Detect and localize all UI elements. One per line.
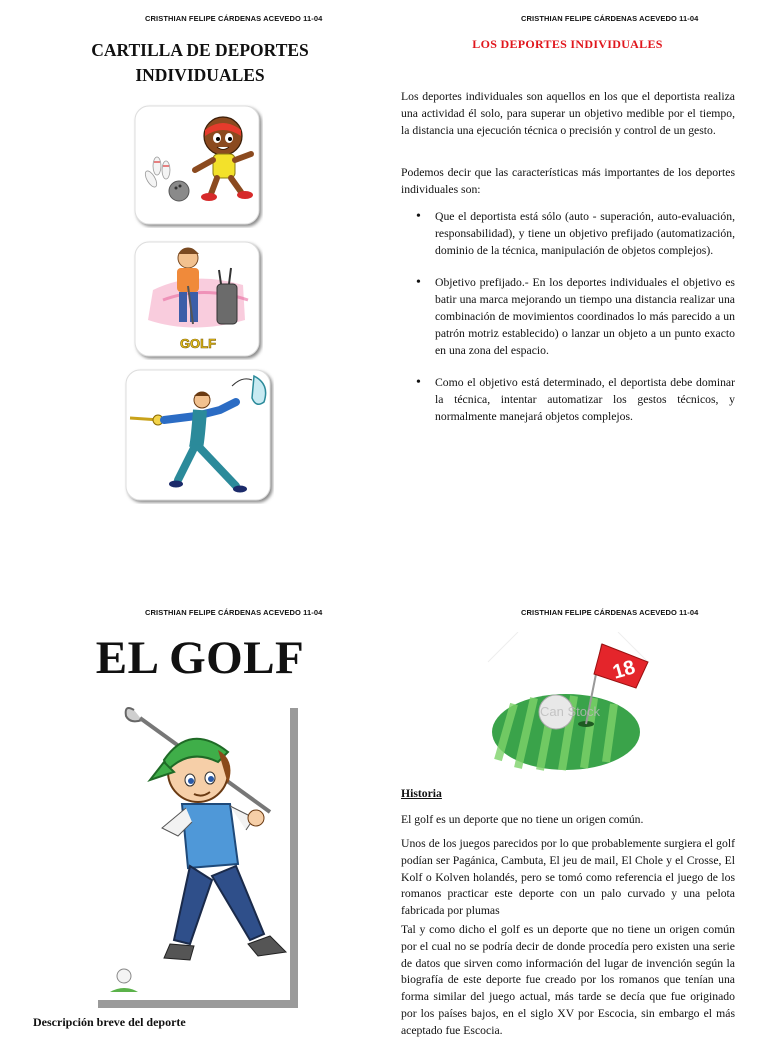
page1-title bbox=[60, 38, 340, 88]
fencing-illustration bbox=[124, 368, 274, 504]
page1-title-line2: INDIVIDUALES bbox=[135, 65, 265, 85]
golfer-illustration bbox=[90, 700, 302, 1012]
page4-header: CRISTHIAN FELIPE CÁRDENAS ACEVEDO 11-04 bbox=[521, 608, 699, 617]
watermark-text: Can Stock bbox=[540, 704, 600, 719]
flag-number: 18 bbox=[610, 656, 638, 684]
intro-paragraph: Los deportes individuales son aquellos en los que el deportista realiza una actividad él solo, para superar un objetivo medible por el tiempo, la distancia una ejecución técnica o precisión y control de un gesto. bbox=[401, 90, 735, 137]
history-heading: Historia bbox=[401, 787, 442, 800]
page1-header: CRISTHIAN FELIPE CÁRDENAS ACEVEDO 11-04 bbox=[145, 14, 323, 23]
golf-kid-illustration bbox=[133, 240, 263, 360]
page2-title: LOS DEPORTES INDIVIDUALES bbox=[472, 37, 663, 51]
list-item: • Que el deportista está sólo (auto - superación, auto-evaluación, responsabilidad), y tiene un objetivo prefijado (automatización, dominio de la técnica, manipulación de objetos complejos). bbox=[401, 209, 735, 259]
page1-title-line1: CARTILLA DE DEPORTES bbox=[91, 40, 309, 60]
bowling-illustration bbox=[133, 104, 263, 228]
characteristics-list bbox=[401, 209, 735, 426]
page3-header: CRISTHIAN FELIPE CÁRDENAS ACEVEDO 11-04 bbox=[145, 608, 323, 617]
list-item: • Objetivo prefijado.- En los deportes individuales el objetivo es batir una marca mejorando un tiempo una distancia realizar una combinación de movimientos coordinados lo más parecido a un patrón motriz establecido) o lanzar un objeto a un punto exacto en una zona del espacio. bbox=[401, 275, 735, 359]
history-paragraph-3: Tal y como dicho el golf es un deporte que no tiene un origen común por el cual no se podría decir de donde procedía pero existen una serie de datos que sirven como información del lugar de invención según la biografía de este deporte fue creado por los romanos que tenían una forma similar del juego actual, más tarde se decía que fue originado por los países bajos, en el siglo XV por Escocia, sin embargo el más aceptado fue Escocia. bbox=[401, 923, 735, 1037]
history-paragraph-1: El golf es un deporte que no tiene un origen común. bbox=[401, 813, 644, 826]
characteristics-paragraph: Podemos decir que las características más importantes de los deportes individuales son: bbox=[401, 166, 735, 196]
golf-title: EL GOLF bbox=[95, 632, 305, 684]
list-item: • Como el objetivo está determinado, el deportista debe dominar la técnica, intentar automatizar los gestos técnicos, y normalmente manejará objetos complejos. bbox=[401, 375, 735, 425]
page2-header: CRISTHIAN FELIPE CÁRDENAS ACEVEDO 11-04 bbox=[521, 14, 699, 23]
golf-green-flag-illustration bbox=[478, 632, 658, 780]
golf-description-heading: Descripción breve del deporte bbox=[33, 1015, 186, 1029]
history-paragraph-2: Unos de los juegos parecidos por lo que probablemente surgiera el golf podían ser Pagánica, Cambuta, El jeu de mail, El Chole y el Crosse, El Kolf o Kolven holandés, pero se tomó como referencia el juego de los romanos practicar este deporte con un palo curvado y una pelota fabricada por plumas bbox=[401, 837, 735, 918]
golf-badge-text: GOLF bbox=[179, 336, 217, 351]
